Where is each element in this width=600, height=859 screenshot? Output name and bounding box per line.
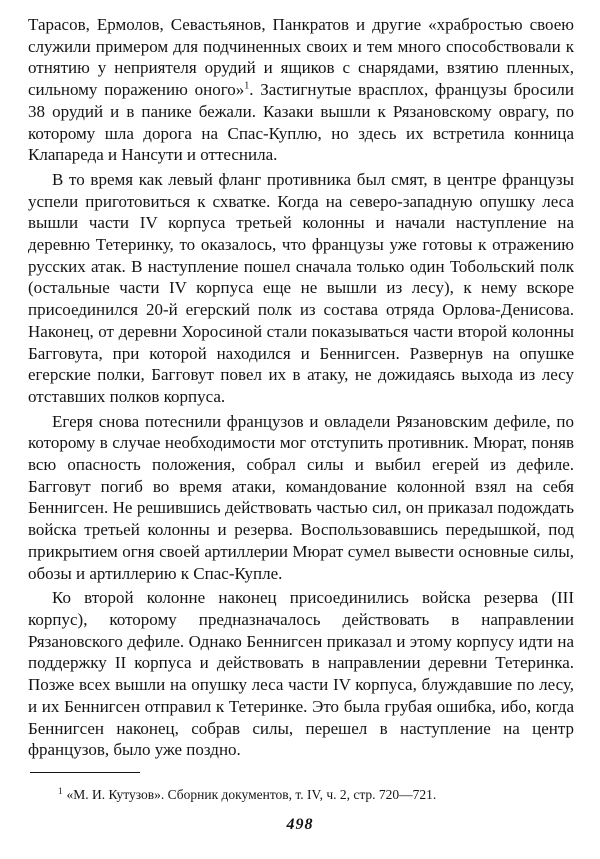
- paragraph-1: [28, 14, 574, 166]
- footnote: [30, 786, 574, 803]
- main-text: [28, 14, 574, 761]
- footnote-divider: [30, 772, 140, 773]
- footnote-reference: 1: [244, 80, 250, 92]
- paragraph-4: Ко второй колонне наконец присоединились войска резерва (III корпус), которому предназначалось действовать в направлении Рязановского дефиле. Однако Беннигсен приказал и этому корпусу идти на поддержку II корпуса и действовать в направлении деревни Тетеринка. Позже всех вышли на опушку леса части IV корпуса, блуждавшие по лесу, и их Беннигсен отправил к Тетеринке. Это была грубая ошибка, ибо, когда Беннигсен наконец, собрав силы, перешел в наступление на центр французов, было уже поздно.: [28, 588, 574, 760]
- paragraph-1-continuation: . Застигнутые врасплох, французы бросили 38 орудий и в панике бежали. Казаки вышли к Рязановскому оврагу, по которому шла дорога на Спас-Куплю, но здесь их встретила конница Клапареда и Нансути и оттеснила.: [28, 80, 574, 165]
- page-number: 498: [286, 816, 314, 833]
- paragraph-2: В то время как левый фланг противника был смят, в центре французы успели приготовиться к схватке. Когда на северо-западную опушку леса вышли части IV корпуса третьей колонны и начали наступление на деревню Тетеринку, то оказалось, что французы уже готовы к отражению русских атак. В наступление пошел сначала только один Тобольский полк (остальные части IV корпуса еще не вышли из лесу), к нему вскоре присоединился 20-й егерский полк из состава отряда Орлова-Денисова. Наконец, от деревни Хоросиной стали показываться части второй колонны Багговута, при которой находился и Беннигсен. Развернув на опушке егерские полки, Багговут повел их в атаку, не дожидаясь выхода из лесу отставших полков корпуса.: [28, 169, 574, 406]
- paragraph-3: Егеря снова потеснили французов и овладели Рязановским дефиле, по которому в случае необходимости мог отступить противник. Мюрат, поняв всю опасность положения, собрал силы и выбил егерей из дефиле. Багговут погиб во время атаки, командование колонной взял на себя Беннигсен. Не решившись действовать частью сил, он приказал подождать войска третьей колонны и резерва. Воспользовавшись передышкой, под прикрытием огня своей артиллерии Мюрат сумел вывести основные силы, обозы и артиллерию к Спас-Купле.: [28, 411, 574, 583]
- footnote-mark: 1: [58, 785, 63, 796]
- footnote-text: «М. И. Кутузов». Сборник документов, т. IV, ч. 2, стр. 720—721.: [66, 787, 437, 802]
- paragraph-1-text: Тарасов, Ермолов, Севастьянов, Панкратов и другие «храбростью своею служили примером для подчиненных своих и тем много способствовали к отнятию у неприятеля орудий и ящиков с снарядами, взятию пленных, сильному поражению оного»: [28, 15, 574, 100]
